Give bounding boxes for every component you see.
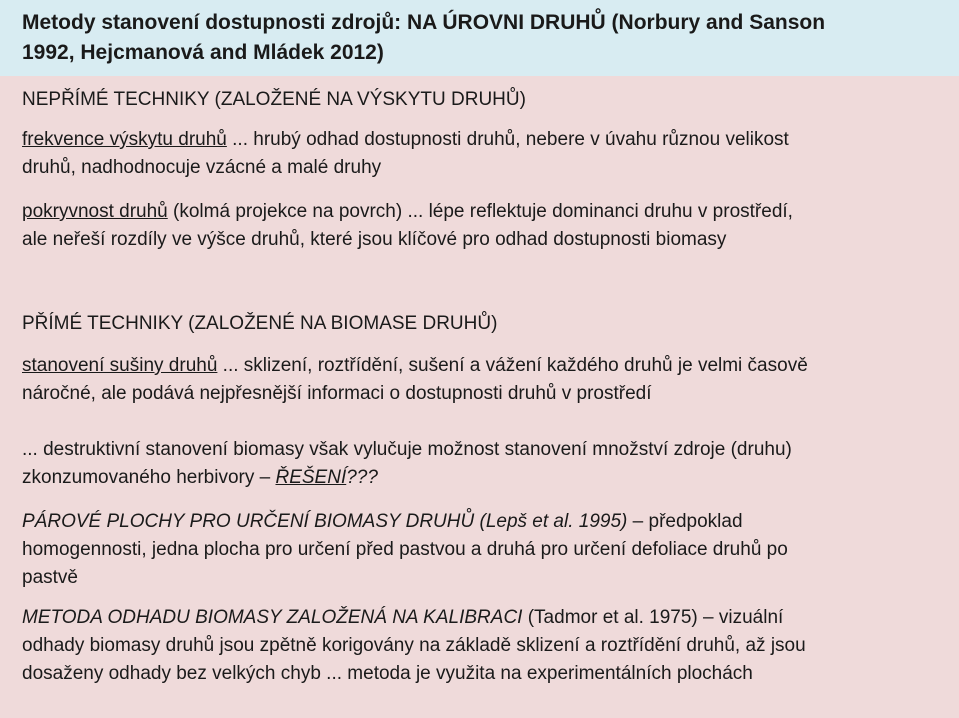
direct-paired-plots: PÁROVÉ PLOCHY PRO URČENÍ BIOMASY DRUHŮ (Lepš et al. 1995) – předpoklad homogennosti, jedna plocha pro určení před pastvou a druhá pro určení defoliace druhů po pastvě (22, 511, 788, 588)
direct-item-drymatter: stanovení sušiny druhů ... sklizení, roztřídění, sušení a vážení každého druhů je velmi časově náročné, ale podává nejpřesnější informaci o dostupnosti druhů v prostředí (22, 355, 808, 404)
direct-destructive-note: ... destruktivní stanovení biomasy však vylučuje možnost stanovení množství zdroje (druhu) zkonzumovaného herbivory – ŘEŠENÍ??? (22, 439, 792, 488)
title-line-1: Metody stanovení dostupnosti zdrojů: NA ÚROVNI DRUHŮ (Norbury and Sanson (22, 11, 826, 34)
indirect-item-frequency: frekvence výskytu druhů ... hrubý odhad dostupnosti druhů, nebere v úvahu různou velikost druhů, nadhodnocuje vzácné a malé druhy (22, 129, 789, 178)
title-line-2: 1992, Hejcmanová and Mládek 2012) (22, 41, 384, 64)
title-box (0, 0, 959, 76)
indirect-heading: NEPŘÍMÉ TECHNIKY (ZALOŽENÉ NA VÝSKYTU DRUHŮ) (22, 89, 526, 110)
direct-heading: PŘÍMÉ TECHNIKY (ZALOŽENÉ NA BIOMASE DRUHŮ) (22, 313, 498, 334)
term-coverage: pokryvnost druhů (22, 201, 168, 222)
direct-calibration: METODA ODHADU BIOMASY ZALOŽENÁ NA KALIBRACI (Tadmor et al. 1975) – vizuální odhady biomasy druhů jsou zpětně korigovány na základě sklizení a roztřídění druhů, až jsou dosaženy odhady bez velkých chyb ... metoda je využita na experimentálních plochách (22, 607, 806, 684)
solution-term: ŘEŠENÍ (275, 467, 347, 488)
term-drymatter: stanovení sušiny druhů (22, 355, 218, 376)
term-calibration: METODA ODHADU BIOMASY ZALOŽENÁ NA KALIBRACI (22, 607, 523, 628)
term-frequency: frekvence výskytu druhů (22, 129, 227, 150)
term-paired: PÁROVÉ PLOCHY PRO URČENÍ BIOMASY DRUHŮ (Lepš et al. 1995) (22, 511, 628, 532)
indirect-item-coverage: pokryvnost druhů (kolmá projekce na povrch) ... lépe reflektuje dominanci druhu v prostředí, ale neřeší rozdíly ve výšce druhů, které jsou klíčové pro odhad dostupnosti biomasy (22, 201, 793, 250)
